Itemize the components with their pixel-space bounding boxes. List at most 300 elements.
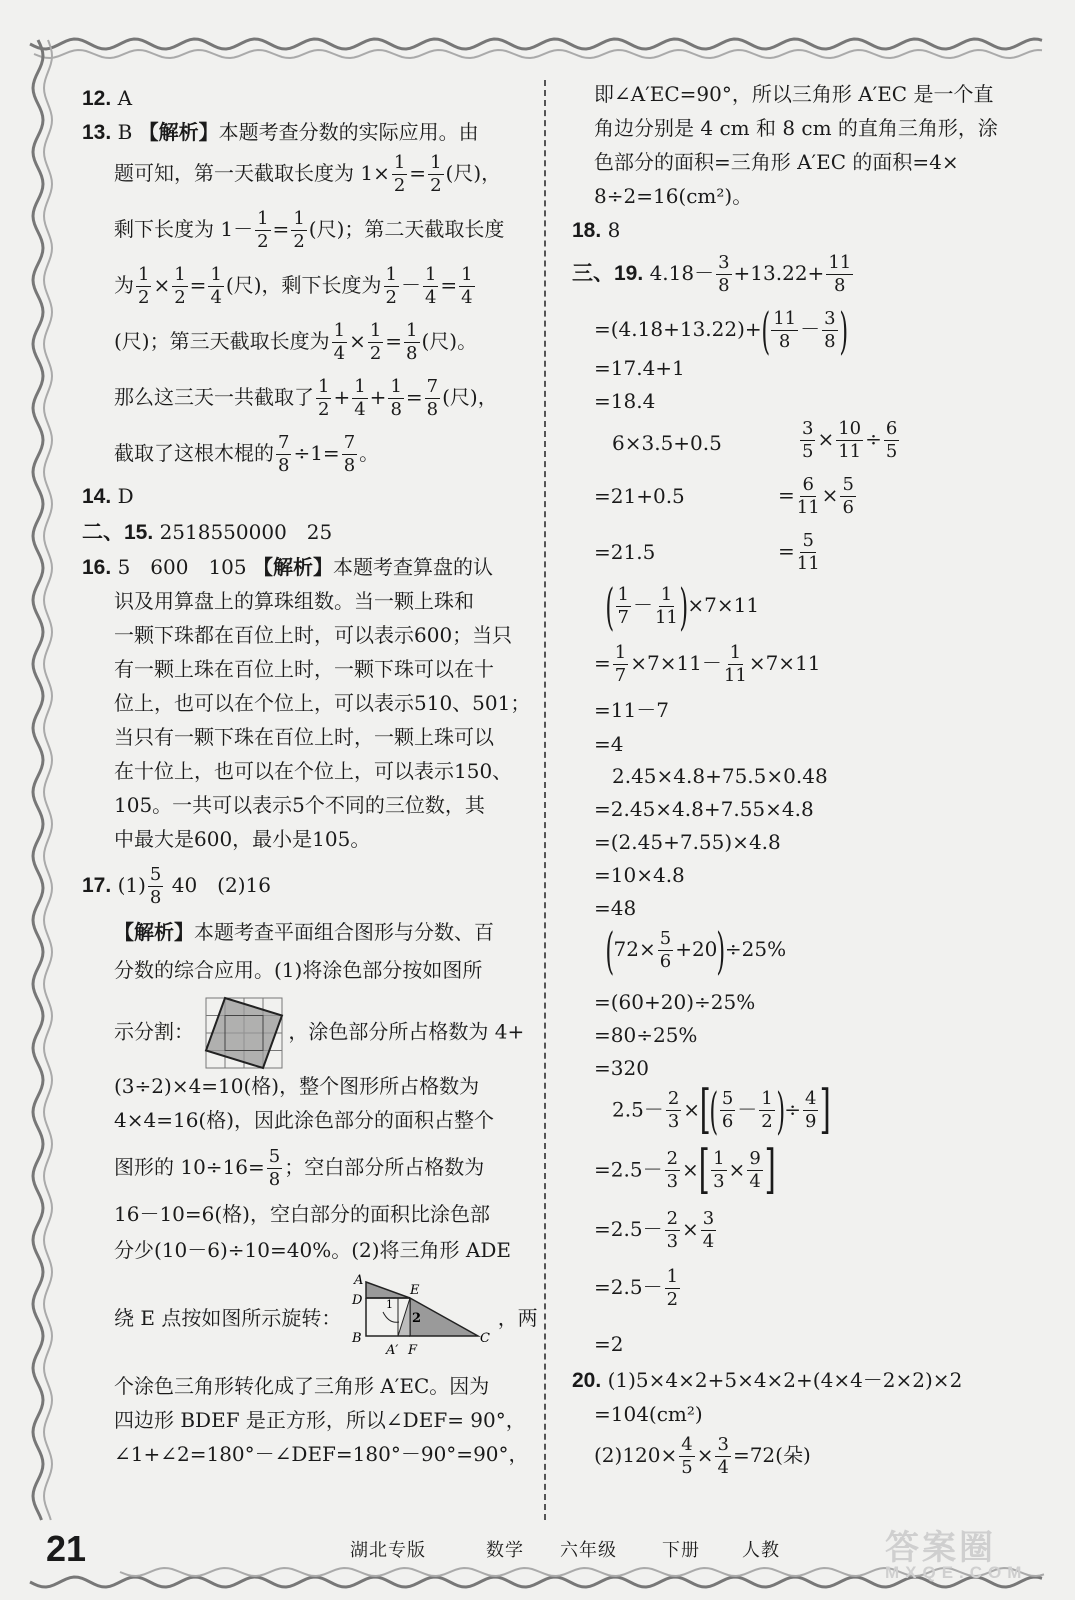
bracket: ] bbox=[820, 1080, 832, 1140]
q20-expr: (2)120× bbox=[594, 1443, 678, 1467]
fraction bbox=[771, 310, 798, 351]
fraction-denominator: 3 bbox=[667, 1111, 680, 1133]
q19-k1 bbox=[612, 1080, 832, 1140]
fig-label-angle1: 1 bbox=[385, 1297, 393, 1311]
q17-line6 bbox=[114, 1148, 484, 1189]
q20-line1 bbox=[572, 1368, 962, 1393]
q13-text: 剩下长度为 1－ bbox=[114, 217, 254, 241]
q20-expr: =72(朵) bbox=[732, 1443, 811, 1467]
fraction bbox=[388, 378, 403, 419]
q17-text: 示分割： bbox=[114, 1019, 194, 1044]
q16-number: 16. bbox=[82, 556, 112, 579]
q13-text: (尺)， bbox=[442, 385, 498, 409]
q20-line3 bbox=[594, 1436, 811, 1477]
fraction-denominator: 5 bbox=[802, 441, 814, 462]
q13-text: 那么这三天一共截取了 bbox=[114, 385, 314, 409]
fraction-numerator: 3 bbox=[824, 308, 836, 329]
q17-line10: 个涂色三角形转化成了三角形 A′EC。因为 bbox=[114, 1374, 490, 1398]
q19-i3: =(2.45+7.55)×4.8 bbox=[594, 830, 781, 854]
q13-text: = bbox=[189, 273, 207, 297]
fraction bbox=[715, 1436, 730, 1477]
fraction-numerator: 4 bbox=[681, 1434, 693, 1455]
fraction-denominator: 4 bbox=[717, 1457, 729, 1478]
q17-text: 图形的 10÷16= bbox=[114, 1155, 265, 1179]
fraction bbox=[392, 154, 407, 195]
footer-volume: 下册 bbox=[662, 1540, 700, 1561]
fraction bbox=[711, 1150, 726, 1191]
q19-expr: =2.5－ bbox=[594, 1217, 663, 1241]
q12-answer: A bbox=[117, 86, 133, 110]
frame-left-wave bbox=[33, 40, 43, 1520]
q19-k5: =2 bbox=[594, 1332, 624, 1356]
fraction-denominator: 8 bbox=[778, 331, 791, 352]
fraction-denominator: 8 bbox=[343, 455, 356, 476]
fraction-numerator: 1 bbox=[210, 264, 222, 285]
fraction-denominator: 6 bbox=[842, 497, 854, 518]
fraction-denominator: 2 bbox=[430, 175, 442, 196]
q13-number: 13. bbox=[82, 121, 112, 144]
fraction bbox=[136, 266, 151, 307]
page-number: 21 bbox=[46, 1528, 87, 1569]
fraction-numerator: 1 bbox=[174, 264, 186, 285]
fraction bbox=[822, 310, 837, 351]
fraction bbox=[701, 1210, 716, 1251]
q19-f3: =21.5 bbox=[594, 540, 656, 564]
q16-line7: 在十位上，也可以在个位上，可以表示150、 bbox=[114, 759, 513, 783]
q13-text: － bbox=[400, 273, 421, 297]
fraction bbox=[332, 322, 347, 363]
fig-label-F: F bbox=[407, 1342, 417, 1358]
q19-line3: =17.4+1 bbox=[594, 356, 685, 380]
fraction-denominator: 11 bbox=[796, 497, 820, 518]
footer-publisher: 人教 bbox=[742, 1540, 780, 1561]
paren: ( bbox=[605, 921, 615, 980]
q19-expr: ÷ bbox=[784, 1097, 802, 1122]
q19-j1 bbox=[605, 921, 787, 980]
fraction bbox=[404, 322, 419, 363]
fraction bbox=[658, 930, 673, 971]
q13-text: (尺)；第二天截取长度 bbox=[308, 217, 505, 241]
q19-expr: 4.18－ bbox=[649, 261, 715, 285]
q16-answer: 5 600 105 bbox=[117, 555, 247, 579]
fig-label-angle2: 2 bbox=[411, 1310, 421, 1326]
fraction-denominator: 4 bbox=[424, 287, 437, 308]
q14 bbox=[82, 484, 134, 509]
q17-line9 bbox=[114, 1273, 538, 1358]
fraction-numerator: 1 bbox=[713, 1148, 725, 1170]
fraction-numerator: 1 bbox=[430, 152, 442, 173]
fig-label-B: B bbox=[351, 1330, 362, 1346]
q17-text: ，两 bbox=[497, 1306, 538, 1330]
fraction-numerator: 5 bbox=[802, 530, 814, 551]
q13-text: × bbox=[153, 273, 171, 297]
q16-text: 本题考查算盘的认 bbox=[333, 555, 493, 579]
q17-text: 绕 E 点按如图所示旋转： bbox=[114, 1306, 342, 1330]
q19-expr: × bbox=[728, 1157, 746, 1182]
fraction-denominator: 9 bbox=[805, 1111, 817, 1133]
q17-text: ，涂色部分所占格数为 4+ bbox=[288, 1019, 525, 1044]
fraction-denominator: 11 bbox=[796, 553, 820, 574]
fraction-numerator: 2 bbox=[667, 1088, 680, 1110]
q17-line1 bbox=[114, 920, 494, 944]
q13-text: 本题考查分数的实际应用。由 bbox=[218, 120, 479, 144]
fraction-numerator: 1 bbox=[293, 208, 305, 229]
q19-expr: － bbox=[800, 317, 821, 341]
fig-label-D: D bbox=[351, 1292, 363, 1308]
q19-k2 bbox=[594, 1140, 776, 1200]
fraction-denominator: 4 bbox=[749, 1171, 761, 1193]
q19-h2 bbox=[594, 644, 821, 685]
fraction-numerator: 1 bbox=[333, 320, 346, 341]
q19-expr: － bbox=[632, 593, 653, 617]
fraction-numerator: 1 bbox=[666, 1266, 679, 1287]
fraction-numerator: 5 bbox=[149, 864, 162, 885]
fraction-numerator: 1 bbox=[461, 264, 473, 285]
q19-g1 bbox=[798, 420, 901, 461]
q17-cont-line3: 色部分的面积=三角形 A′EC 的面积=4× bbox=[594, 150, 959, 174]
fraction-numerator: 2 bbox=[666, 1148, 679, 1170]
q19-g3 bbox=[778, 532, 822, 573]
q19-expr: 72× bbox=[613, 937, 656, 961]
fraction bbox=[797, 532, 820, 573]
q19-expr: 2.5－ bbox=[612, 1097, 664, 1122]
q13-line3 bbox=[114, 210, 504, 251]
fraction-denominator: 2 bbox=[666, 1289, 679, 1310]
fraction-numerator: 5 bbox=[268, 1146, 281, 1167]
fraction bbox=[384, 266, 399, 307]
fraction bbox=[797, 476, 820, 517]
fraction-denominator: 3 bbox=[666, 1171, 679, 1193]
fraction bbox=[665, 1150, 680, 1191]
fraction-numerator: 11 bbox=[828, 252, 852, 273]
q13-line2 bbox=[114, 154, 501, 195]
fraction-denominator: 11 bbox=[838, 441, 862, 462]
frame-left-wave-inner bbox=[44, 40, 52, 1520]
q19-expr: +13.22+ bbox=[733, 261, 825, 285]
q15-answer: 2518550000 25 bbox=[159, 520, 333, 544]
fraction bbox=[665, 1268, 680, 1309]
q16-line5: 位上，也可以在个位上，可以表示510、501； bbox=[114, 691, 531, 715]
fraction-denominator: 2 bbox=[369, 343, 382, 364]
q20-line2: =104(cm²) bbox=[594, 1402, 703, 1426]
q19-number: 19. bbox=[614, 262, 644, 285]
bracket: [ bbox=[698, 1140, 710, 1200]
fraction-numerator: 5 bbox=[659, 928, 672, 949]
q19-expr: =2.5－ bbox=[594, 1157, 663, 1182]
q19-expr: = bbox=[778, 539, 795, 563]
q19-expr: × bbox=[682, 1217, 699, 1241]
q17-line7: 16－10=6(格)，空白部分的面积比涂色部 bbox=[114, 1202, 490, 1226]
paren: ( bbox=[761, 301, 770, 360]
fraction-numerator: 1 bbox=[318, 376, 330, 397]
fraction-numerator: 3 bbox=[702, 1208, 715, 1229]
q17-number: 17. bbox=[82, 874, 112, 897]
q16-analysis-tag: 【解析】 bbox=[253, 555, 333, 579]
fraction-numerator: 3 bbox=[717, 1434, 729, 1455]
q13-analysis-tag: 【解析】 bbox=[138, 120, 219, 144]
fraction bbox=[666, 1090, 681, 1131]
q19-i4: =10×4.8 bbox=[594, 863, 685, 887]
q17-cont-line4: 8÷2=16(cm²)。 bbox=[594, 184, 753, 208]
fraction-denominator: 8 bbox=[718, 275, 730, 296]
q17-answer: (1) bbox=[117, 873, 146, 897]
q16-line2: 识及用算盘上的算珠组数。当一颗上珠和 bbox=[114, 589, 474, 613]
fraction-numerator: 5 bbox=[842, 474, 854, 495]
q19-expr: = bbox=[778, 483, 795, 507]
q20-expr: (1)5×4×2+5×4×2+(4×4－2×2)×2 bbox=[607, 1368, 963, 1392]
q19-line2 bbox=[594, 301, 848, 360]
q19-j2: =(60+20)÷25% bbox=[594, 990, 756, 1014]
paren: ( bbox=[709, 1081, 719, 1140]
q17-answer: 40 (2)16 bbox=[171, 873, 271, 897]
q19-expr: ÷ bbox=[865, 427, 882, 451]
q17-line12: ∠1+∠2=180°－∠DEF=180°－90°=90°， bbox=[114, 1442, 529, 1466]
fraction-numerator: 1 bbox=[354, 376, 366, 397]
q18-number: 18. bbox=[572, 219, 602, 242]
q17-line4: (3÷2)×4=10(格)，整个图形所占格数为 bbox=[114, 1074, 480, 1098]
q13-line7 bbox=[114, 434, 379, 475]
fraction-denominator: 8 bbox=[390, 399, 402, 420]
fraction bbox=[616, 586, 631, 627]
q16-line6: 当只有一颗下珠在百位上时，一颗上珠可以 bbox=[114, 725, 494, 749]
fraction-numerator: 1 bbox=[385, 264, 397, 285]
q19-f1: 6×3.5+0.5 bbox=[612, 431, 722, 455]
fraction-denominator: 2 bbox=[318, 399, 330, 420]
q19-expr: ×7×11 bbox=[748, 651, 821, 675]
q13-text: 为 bbox=[114, 273, 134, 297]
q12 bbox=[82, 86, 132, 111]
fraction-denominator: 8 bbox=[149, 887, 162, 908]
fraction-denominator: 5 bbox=[885, 441, 898, 462]
fraction-numerator: 6 bbox=[802, 474, 814, 495]
fraction bbox=[316, 378, 331, 419]
fraction bbox=[665, 1210, 680, 1251]
fraction-numerator: 1 bbox=[617, 584, 629, 605]
fraction bbox=[759, 1090, 774, 1131]
fraction-denominator: 2 bbox=[393, 175, 406, 196]
fraction bbox=[208, 266, 223, 307]
q13-line4 bbox=[114, 266, 477, 307]
fraction bbox=[148, 866, 163, 907]
fraction bbox=[423, 266, 438, 307]
q17-line8: 分少(10－6)÷10=40%。(2)将三角形 ADE bbox=[114, 1238, 511, 1262]
fraction bbox=[342, 434, 357, 475]
frame-top-wave-inner bbox=[34, 50, 1042, 58]
q19-g2 bbox=[778, 476, 858, 517]
column-divider bbox=[544, 80, 546, 1520]
q13-line5 bbox=[114, 322, 477, 363]
fraction bbox=[679, 1436, 694, 1477]
fraction bbox=[836, 420, 863, 461]
q13-text: × bbox=[349, 329, 366, 353]
q13-text: 截取了这根木棍的 bbox=[114, 441, 274, 465]
q19-h1 bbox=[605, 577, 760, 636]
fraction bbox=[368, 322, 383, 363]
fraction bbox=[724, 644, 747, 685]
fraction bbox=[655, 586, 678, 627]
q19-expr: =2.5－ bbox=[594, 1275, 663, 1299]
fraction-numerator: 1 bbox=[393, 152, 406, 173]
q19-i5: =48 bbox=[594, 896, 637, 920]
q19-expr: +20 bbox=[675, 937, 718, 961]
fraction bbox=[255, 210, 270, 251]
paren: ) bbox=[679, 577, 689, 636]
fraction-denominator: 2 bbox=[174, 287, 186, 308]
section-three-label: 三、 bbox=[572, 262, 614, 285]
watermark-line1: 答案圈 bbox=[885, 1529, 996, 1567]
q19-h3: =11－7 bbox=[594, 698, 669, 722]
fraction-numerator: 3 bbox=[802, 418, 814, 439]
q18-answer: 8 bbox=[607, 218, 621, 242]
footer-grade: 六年级 bbox=[560, 1540, 617, 1561]
q13-text: (尺)， bbox=[445, 161, 502, 185]
q17-text: ；空白部分所占格数为 bbox=[284, 1155, 485, 1179]
q12-number: 12. bbox=[82, 87, 112, 110]
fraction bbox=[267, 1148, 282, 1189]
fraction-denominator: 4 bbox=[354, 399, 366, 420]
fraction-denominator: 8 bbox=[824, 331, 836, 352]
q19-expr: ÷25% bbox=[724, 937, 787, 961]
q13-line6 bbox=[114, 378, 498, 419]
q13-text: = bbox=[440, 273, 458, 297]
q13-text: 。 bbox=[359, 441, 380, 465]
fraction-denominator: 2 bbox=[293, 231, 305, 252]
fraction-numerator: 3 bbox=[718, 252, 730, 273]
fraction-numerator: 1 bbox=[138, 264, 150, 285]
q13-text: = bbox=[405, 385, 423, 409]
q16-line8: 105。一共可以表示5个不同的三位数，其 bbox=[114, 793, 485, 817]
fraction bbox=[425, 378, 440, 419]
fraction bbox=[459, 266, 474, 307]
q17-analysis-tag: 【解析】 bbox=[114, 920, 194, 944]
q17-cont-line1: 即∠A′EC=90°，所以三角形 A′EC 是一个直 bbox=[594, 82, 994, 106]
q13-text: (尺)，剩下长度为 bbox=[225, 273, 382, 297]
q13-text: ÷1= bbox=[293, 441, 340, 465]
q14-number: 14. bbox=[82, 485, 112, 508]
fraction-numerator: 1 bbox=[614, 642, 627, 663]
fraction-denominator: 2 bbox=[761, 1111, 773, 1133]
fraction-numerator: 2 bbox=[666, 1208, 679, 1229]
fraction bbox=[720, 1090, 735, 1131]
fraction bbox=[884, 420, 899, 461]
q19-h4: =4 bbox=[594, 732, 624, 756]
fraction-denominator: 4 bbox=[461, 287, 473, 308]
q13-answer: B bbox=[117, 120, 133, 144]
q19-j4: =320 bbox=[594, 1056, 649, 1080]
fraction-numerator: 1 bbox=[390, 376, 402, 397]
fraction bbox=[716, 254, 731, 295]
fraction-denominator: 7 bbox=[617, 607, 629, 628]
triangle-rotation-figure bbox=[348, 1274, 498, 1360]
q17-text: 本题考查平面组合图形与分数、百 bbox=[194, 920, 494, 944]
q17-line0 bbox=[82, 866, 271, 907]
fraction bbox=[428, 154, 443, 195]
fraction-denominator: 6 bbox=[721, 1111, 734, 1133]
q19-line4: =18.4 bbox=[594, 389, 656, 413]
fraction bbox=[747, 1150, 762, 1191]
q16-line4: 有一颗上珠在百位上时，一颗下珠可以在十 bbox=[114, 657, 494, 681]
fraction-numerator: 7 bbox=[278, 432, 290, 453]
fraction bbox=[276, 434, 291, 475]
fraction-denominator: 7 bbox=[614, 665, 627, 686]
fraction-denominator: 8 bbox=[278, 455, 290, 476]
fraction-numerator: 5 bbox=[721, 1088, 734, 1110]
q19-f2: =21+0.5 bbox=[594, 484, 685, 508]
fraction-denominator: 6 bbox=[659, 951, 672, 972]
fraction-numerator: 4 bbox=[805, 1088, 817, 1110]
q19-k4 bbox=[594, 1268, 682, 1309]
q19-expr: × bbox=[817, 427, 835, 451]
fig-label-C: C bbox=[479, 1330, 490, 1346]
fraction-denominator: 11 bbox=[723, 665, 747, 686]
q13-text: + bbox=[333, 385, 351, 409]
grid-figure bbox=[202, 996, 286, 1070]
q13-text: = bbox=[272, 217, 290, 241]
q17-cont-line2: 角边分别是 4 cm 和 8 cm 的直角三角形，涂 bbox=[594, 116, 998, 140]
q13-text: (尺)；第三天截取长度为 bbox=[114, 329, 330, 353]
fraction-denominator: 8 bbox=[268, 1169, 281, 1190]
q19-line1 bbox=[572, 254, 855, 295]
q19-i1: 2.45×4.8+75.5×0.48 bbox=[612, 764, 828, 788]
fraction-numerator: 1 bbox=[729, 642, 742, 663]
q16-line3: 一颗下珠都在百位上时，可以表示600；当只 bbox=[114, 623, 513, 647]
fraction bbox=[352, 378, 367, 419]
fraction-denominator: 4 bbox=[210, 287, 222, 308]
watermark bbox=[885, 1520, 1027, 1583]
q20-number: 20. bbox=[572, 1369, 602, 1392]
q17-line2: 分数的综合应用。(1)将涂色部分按如图所 bbox=[114, 958, 483, 982]
fraction-denominator: 8 bbox=[406, 343, 418, 364]
q17-line5: 4×4=16(格)，因此涂色部分的面积占整个 bbox=[114, 1108, 495, 1132]
fraction-numerator: 9 bbox=[749, 1148, 761, 1170]
q17-line3 bbox=[114, 1016, 524, 1050]
q19-expr: × bbox=[682, 1157, 699, 1182]
fraction-denominator: 3 bbox=[713, 1171, 725, 1193]
footer-subject: 数学 bbox=[486, 1540, 524, 1561]
footer-edition: 湖北专版 bbox=[350, 1540, 426, 1561]
q19-i2: =2.45×4.8+7.55×4.8 bbox=[594, 797, 814, 821]
fraction bbox=[840, 476, 855, 517]
fraction-numerator: 10 bbox=[838, 418, 862, 439]
fraction-numerator: 11 bbox=[773, 308, 797, 329]
fraction-denominator: 3 bbox=[666, 1231, 679, 1252]
q13-text: = bbox=[409, 161, 427, 185]
q19-expr: × bbox=[821, 483, 839, 507]
fraction-numerator: 1 bbox=[761, 1088, 773, 1110]
fraction-denominator: 2 bbox=[138, 287, 150, 308]
fraction-numerator: 6 bbox=[885, 418, 898, 439]
fraction bbox=[291, 210, 306, 251]
bracket: [ bbox=[699, 1080, 711, 1140]
q13-text: = bbox=[385, 329, 403, 353]
q18 bbox=[572, 218, 620, 243]
fraction-numerator: 7 bbox=[426, 376, 439, 397]
fig-label-E: E bbox=[409, 1282, 420, 1298]
q19-expr: × bbox=[683, 1097, 701, 1122]
fraction-denominator: 2 bbox=[257, 231, 269, 252]
q13-text: 题可知，第一天截取长度为 1× bbox=[114, 161, 390, 185]
q13-text: + bbox=[369, 385, 387, 409]
q19-expr: =(4.18+13.22)+ bbox=[594, 317, 762, 341]
fraction-numerator: 1 bbox=[369, 320, 382, 341]
watermark-line2: MXQE.COM bbox=[885, 1563, 1028, 1582]
paren: ) bbox=[838, 301, 848, 360]
q19-expr: ×7×11 bbox=[687, 593, 760, 617]
fraction bbox=[172, 266, 187, 307]
q16-line1 bbox=[82, 555, 493, 580]
fraction-numerator: 1 bbox=[424, 264, 437, 285]
q17-line11: 四边形 BDEF 是正方形，所以∠DEF= 90°， bbox=[114, 1408, 526, 1432]
